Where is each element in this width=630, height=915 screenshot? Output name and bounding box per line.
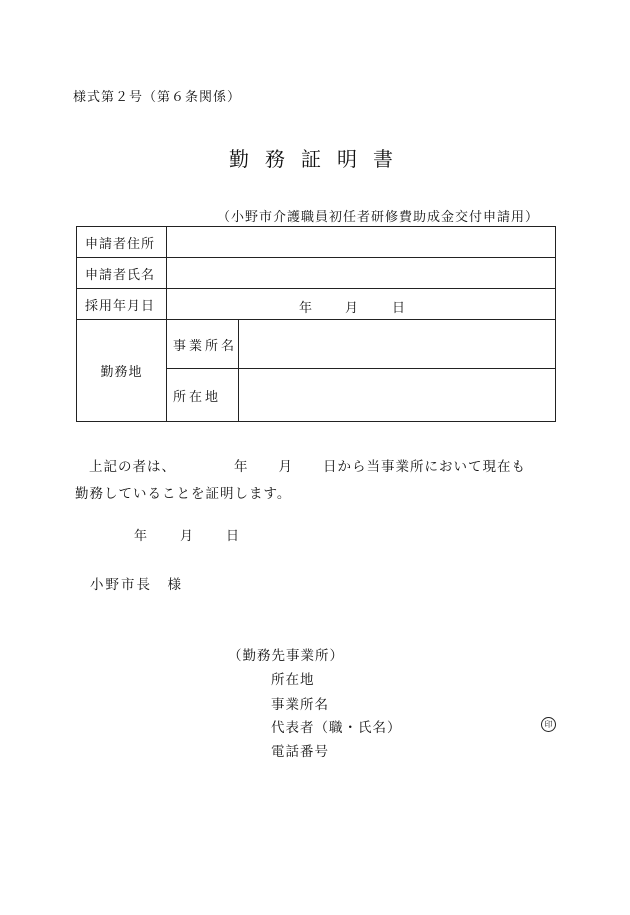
form-identifier: 様式第２号（第６条関係） bbox=[73, 90, 242, 105]
statement-month: 月 bbox=[278, 459, 293, 475]
hire-date-year: 年 bbox=[299, 301, 313, 316]
statement-intro: 上記の者は、 bbox=[89, 459, 176, 475]
employer-address-label: 所在地 bbox=[271, 672, 315, 688]
issue-date-month: 月 bbox=[180, 529, 194, 544]
location-label: 所在地 bbox=[167, 369, 239, 422]
hire-date-month: 月 bbox=[345, 301, 359, 316]
applicant-address-field[interactable] bbox=[167, 227, 556, 258]
statement-year: 年 bbox=[234, 459, 249, 475]
statement-line2: 勤務していることを証明します。 bbox=[75, 486, 292, 502]
applicant-name-field[interactable] bbox=[167, 258, 556, 289]
applicant-name-label: 申請者氏名 bbox=[77, 258, 167, 289]
hire-date-label: 採用年月日 bbox=[77, 289, 167, 320]
applicant-address-label: 申請者住所 bbox=[77, 227, 167, 258]
issue-date-day: 日 bbox=[226, 529, 240, 544]
statement-continued: 日から当事業所において現在も bbox=[323, 459, 526, 475]
employer-phone-label: 電話番号 bbox=[271, 744, 329, 760]
employer-office-name-label: 事業所名 bbox=[271, 697, 329, 713]
seal-mark-icon: 印 bbox=[541, 717, 556, 732]
hire-date-field[interactable] bbox=[167, 289, 556, 320]
document-title: 勤務証明書 bbox=[229, 147, 409, 171]
location-field[interactable] bbox=[239, 369, 556, 422]
hire-date-day: 日 bbox=[392, 301, 406, 316]
addressee: 小野市長 様 bbox=[90, 577, 183, 593]
office-name-label: 事業所名 bbox=[167, 320, 239, 369]
employer-representative-label: 代表者（職・氏名） bbox=[271, 720, 402, 736]
statement-text bbox=[75, 454, 526, 508]
purpose-note: （小野市介護職員初任者研修費助成金交付申請用） bbox=[217, 210, 540, 225]
issue-date-year: 年 bbox=[134, 529, 148, 544]
certificate-table bbox=[76, 226, 556, 422]
office-name-field[interactable] bbox=[239, 320, 556, 369]
workplace-label: 勤務地 bbox=[77, 320, 167, 422]
employer-heading: （勤務先事業所） bbox=[228, 648, 344, 664]
